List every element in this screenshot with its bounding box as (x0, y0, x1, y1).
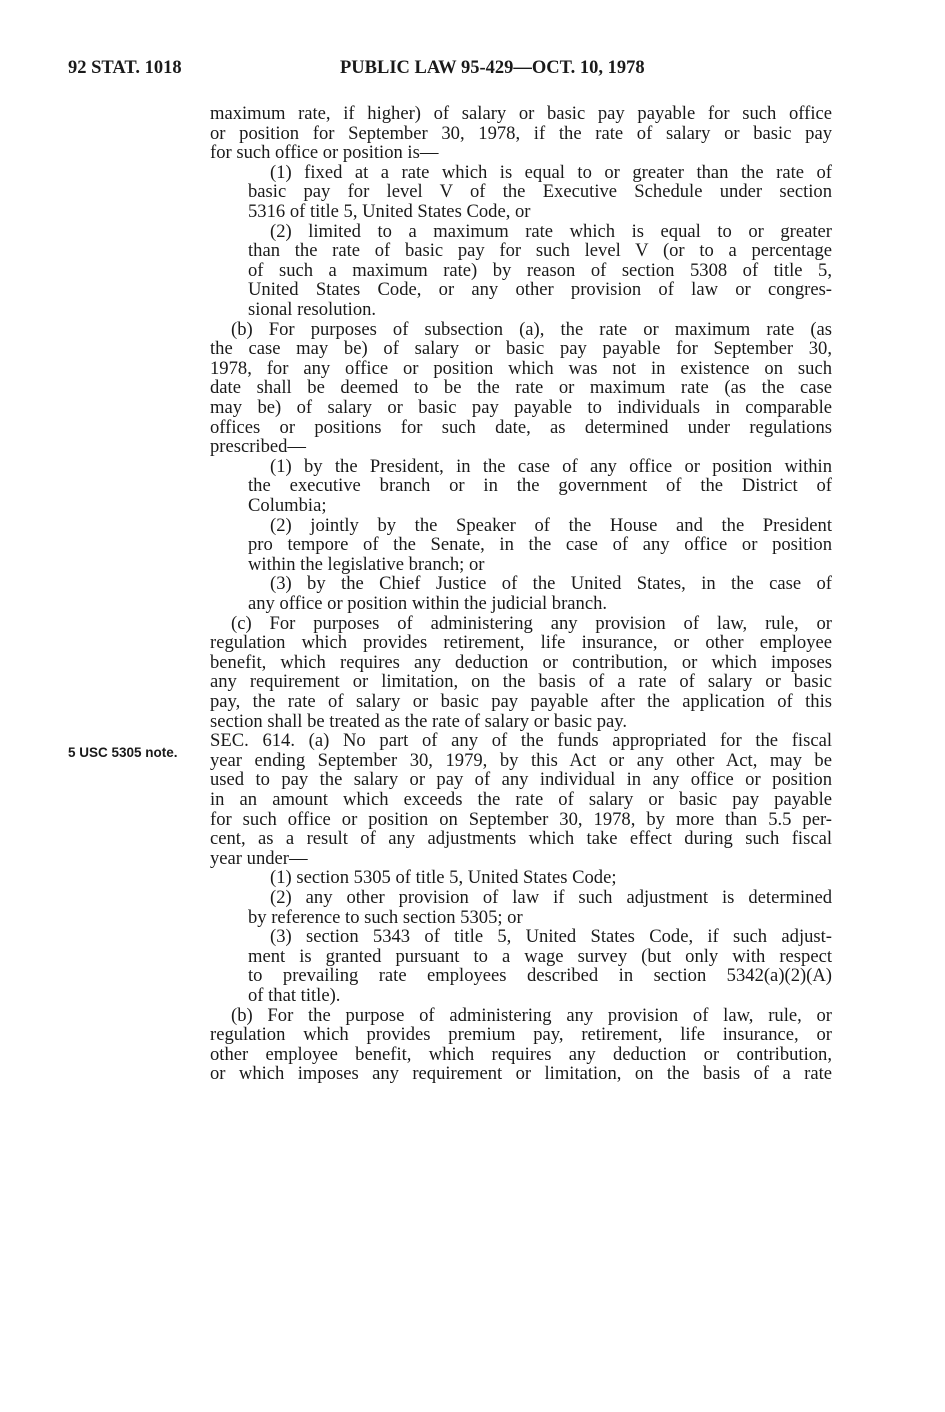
text-line: by reference to such section 5305; or (248, 906, 523, 928)
text-line: (2) limited to a maximum rate which is equal to or greater (270, 220, 832, 242)
text-line: of that title). (248, 985, 341, 1006)
text-line: United States Code, or any other provision of law or congres- (248, 279, 832, 301)
text-line: regulation which provides retirement, life insurance, or other employee (210, 632, 832, 654)
text-line: year under— (210, 847, 308, 869)
text-line: (1) fixed at a rate which is equal to or greater than the rate of (270, 161, 832, 183)
text-line: any office or position within the judicial branch. (248, 593, 608, 614)
text-line: date shall be deemed to be the rate or maximum rate (as the case (210, 377, 832, 399)
text-line: SEC. 614. (a) No part of any of the funds appropriated for the fiscal (210, 730, 832, 752)
text-line: basic pay for level V of the Executive Schedule under section (248, 181, 832, 203)
text-line: (1) by the President, in the case of any office or position within (270, 455, 832, 477)
text-line: year ending September 30, 1979, by this Act or any other Act, may be (210, 749, 832, 771)
text-line: any requirement or limitation, on the basis of a rate of salary or basic (210, 671, 832, 693)
text-line: may be) of salary or basic pay payable to individuals in comparable (210, 397, 832, 418)
text-line: 5316 of title 5, United States Code, or (248, 201, 531, 222)
text-line: to prevailing rate employees described in section 5342(a)(2)(A) (248, 965, 832, 987)
text-line: other employee benefit, which requires any deduction or contribution, (210, 1043, 832, 1065)
text-line: pro tempore of the Senate, in the case of any office or position (248, 534, 832, 556)
text-line: offices or positions for such date, as determined under regulations (210, 416, 832, 438)
text-line: benefit, which requires any deduction or contribution, or which imposes (210, 651, 832, 673)
text-line: for such office or position on September 30, 1978, by more than 5.5 per- (210, 808, 832, 830)
text-line: Columbia; (248, 495, 327, 516)
text-line: the case may be) of salary or basic pay payable for September 30, (210, 338, 832, 360)
text-line: prescribed— (210, 436, 307, 458)
text-line: used to pay the salary or pay of any individual in any office or position (210, 769, 832, 791)
text-line: (1) section 5305 of title 5, United States Code; (270, 867, 617, 889)
text-line: ment is granted pursuant to a wage survey (but only with respect (248, 945, 832, 967)
law-title: PUBLIC LAW 95-429—OCT. 10, 1978 (340, 58, 645, 78)
text-line: maximum rate, if higher) of salary or basic pay payable for such office (210, 103, 832, 124)
text-line: (2) jointly by the Speaker of the House and the President (270, 514, 832, 536)
text-line: or which imposes any requirement or limitation, on the basis of a rate (210, 1063, 832, 1085)
text-line: regulation which provides premium pay, retirement, life insurance, or (210, 1024, 832, 1046)
text-line: for such office or position is— (210, 142, 439, 164)
text-line: than the rate of basic pay for such level V (or to a percentage (248, 240, 832, 262)
text-line: cent, as a result of any adjustments which take effect during such fiscal (210, 828, 832, 850)
text-line: sional resolution. (248, 299, 377, 320)
margin-citation: 5 USC 5305 note. (68, 745, 178, 760)
text-line: pay, the rate of salary or basic pay payable after the application of this (210, 691, 832, 712)
text-line: (3) by the Chief Justice of the United States, in the case of (270, 573, 832, 595)
text-line: (b) For purposes of subsection (a), the rate or maximum rate (as (231, 318, 832, 340)
text-line: (2) any other provision of law if such adjustment is determined (270, 887, 832, 908)
text-line: the executive branch or in the government of the District of (248, 475, 832, 497)
text-line: within the legislative branch; or (248, 553, 485, 575)
text-line: (3) section 5343 of title 5, United States Code, if such adjust- (270, 926, 832, 948)
text-line: 1978, for any office or position which was not in existence on such (210, 357, 832, 379)
text-line: section shall be treated as the rate of salary or basic pay. (210, 710, 627, 732)
page-header (68, 58, 708, 82)
text-line: (c) For purposes of administering any provision of law, rule, or (231, 612, 832, 634)
text-line: or position for September 30, 1978, if the rate of salary or basic pay (210, 122, 832, 144)
text-line: of such a maximum rate) by reason of section 5308 of title 5, (248, 259, 832, 281)
text-line: (b) For the purpose of administering any provision of law, rule, or (231, 1004, 832, 1026)
text-line: in an amount which exceeds the rate of salary or basic pay payable (210, 789, 832, 810)
stat-citation: 92 STAT. 1018 (68, 58, 182, 78)
